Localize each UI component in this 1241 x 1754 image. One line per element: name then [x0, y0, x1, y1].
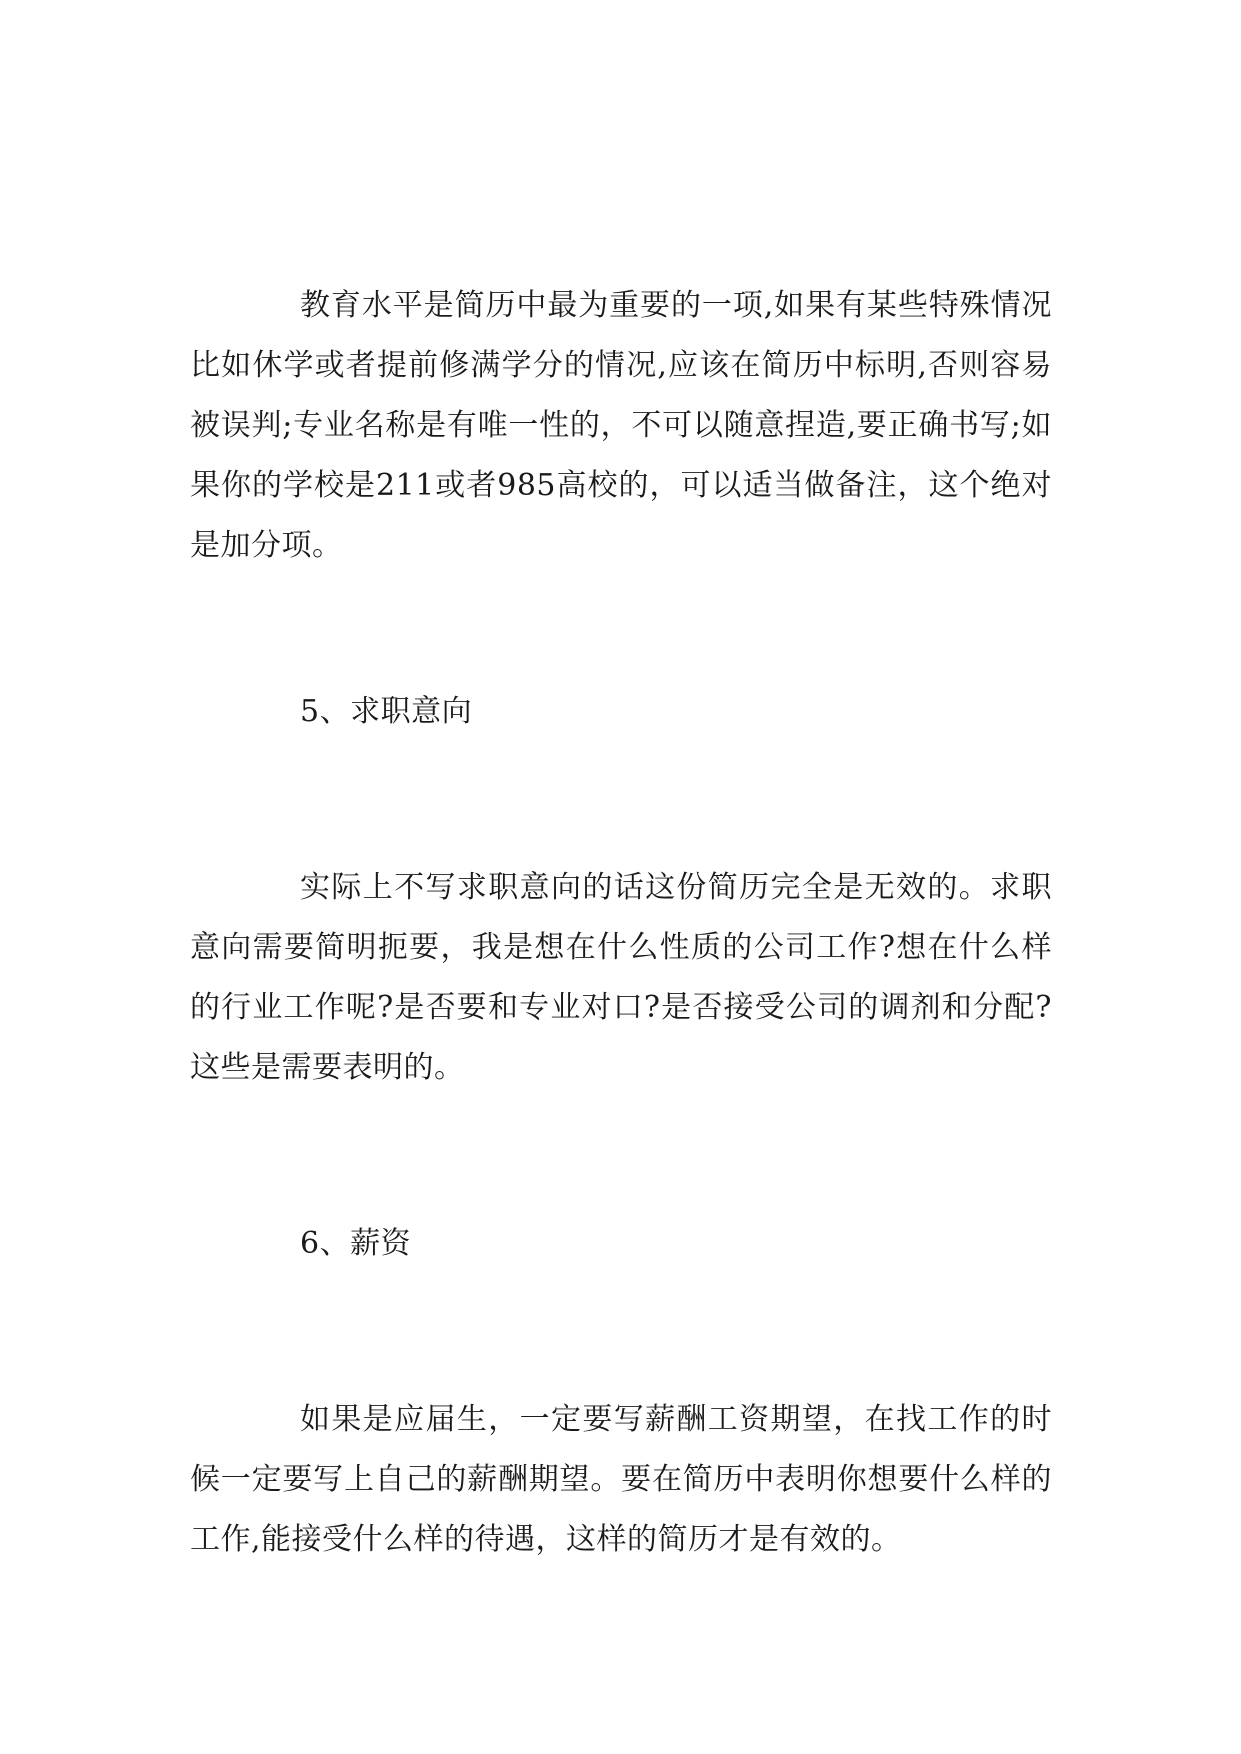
section-heading-salary: 6、薪资 — [300, 1226, 412, 1261]
paragraph-education: 教育水平是简历中最为重要的一项,如果有某些特殊情况比如休学或者提前修满学分的情况,应该在简历中标明,否则容易被误判;专业名称是有唯一性的，不可以随意捏造,要正确书写;如果你的学校是211或者985高校的，可以适当做备注，这个绝对是加分项。 — [190, 288, 1052, 563]
section-heading-job-intention: 5、求职意向 — [300, 694, 473, 729]
paragraph-job-intention: 实际上不写求职意向的话这份简历完全是无效的。求职意向需要简明扼要，我是想在什么性质的公司工作?想在什么样的行业工作呢?是否要和专业对口?是否接受公司的调剂和分配?这些是需要表明的。 — [190, 870, 1052, 1085]
paragraph-salary: 如果是应届生，一定要写薪酬工资期望，在找工作的时候一定要写上自己的薪酬期望。要在简历中表明你想要什么样的工作,能接受什么样的待遇，这样的简历才是有效的。 — [190, 1402, 1052, 1557]
